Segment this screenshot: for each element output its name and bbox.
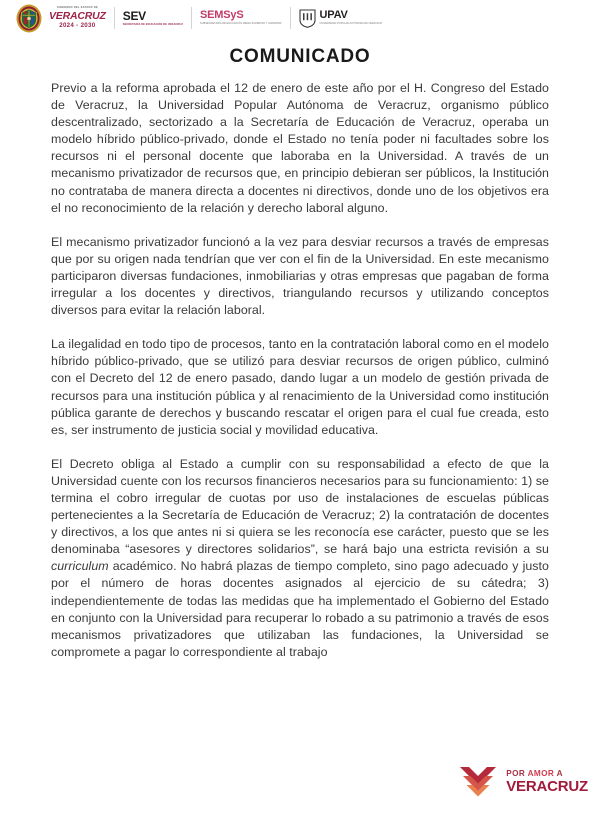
footer-tagline-emphasis: AMOR [527,768,555,778]
header-logo-group [16,3,382,33]
sev-subline: SECRETARÍA DE EDUCACIÓN DE VERACRUZ [122,22,184,26]
footer-tagline-line [506,770,588,778]
logo-divider [290,7,291,29]
paragraph-3: La ilegalidad en todo tipo de procesos, tanto en la contratación laboral como en el modelo híbrido público-privado, que se utilizó para desviar recursos de origen público, culminó con el Decreto del 12 de enero pasado, dando lugar a un modelo de gestión privada de recursos para una institución pública y al renacimiento de la Universidad como institución pública garante de derechos y buscando rescatar el origen para el cual fue creada, esto es, ser instrumento de justicia social y movilidad educativa. [51,337,549,437]
veracruz-wordmark-text: VERACRUZ [49,10,106,23]
footer-tagline-suffix: A [554,768,563,778]
document-body [51,80,549,661]
upav-subline: UNIVERSIDAD POPULAR AUTÓNOMA DE VERACRUZ [319,22,382,26]
paragraph-4-italic-term: curriculum [51,559,109,574]
footer-tagline-prefix: POR [506,768,528,778]
upav-shield-icon [299,9,316,28]
page-title: COMUNICADO [229,46,371,67]
semsys-logo [200,10,282,26]
veracruz-superline: GOBIERNO DEL ESTADO DE [56,6,98,10]
sev-logo [123,10,183,27]
paragraph-4 [51,456,549,661]
paragraph-1: Previo a la reforma aprobada el 12 de enero de este año por el H. Congreso del Estado de Veracruz, la Universidad Popular Autónoma de Veracruz, organismo público descentralizado, sectorizado a la Secretaría de Educación de Veracruz, operaba un modelo híbrido público-privado, donde el Estado no tenía poder ni facultades sobre los recursos ni el personal docente que laboraba en la Universidad. A través de un mecanismo privatizador de recursos que, en principio debieran ser públicos, la Institución no contrataba de manera directa a docentes ni directivos, donde uno de los objetivos era el no reconocimiento de la relación y derecho laboral alguno. [51,81,549,215]
logo-divider [191,7,192,29]
footer-tagline [506,770,588,795]
veracruz-coat-of-arms-icon [16,4,42,33]
semsys-subline: SUBSECRETARÍA DE EDUCACIÓN MEDIA SUPERIOR Y SUPERIOR [200,22,282,26]
upav-wordmark-text: UPAV [319,9,348,22]
upav-wordmark [320,10,382,25]
logo-divider [114,7,115,29]
document-footer [457,763,588,801]
sev-wordmark-text: SEV [122,8,146,23]
upav-logo [299,9,382,28]
semsys-wordmark-text: SEMSyS [200,9,244,22]
paragraph-4-part-a: El Decreto obliga al Estado a cumplir con su responsabilidad a efecto de que la Universidad cuente con los recursos financieros necesarios para su funcionamiento: 1) se termina el cobro irregular de cuotas por uso de instalaciones de escuelas públicas pertenecientes a la Secretaría de Educación de Veracruz; 2) la contratación de docentes y directivos, a los que antes ni si quiera se les reconocía ese carácter, puesto que se les denominaba “asesores y directores solidarios”, se hará bajo una estricta revisión a su [51,456,549,557]
veracruz-wordmark [49,7,106,29]
por-amor-a-veracruz-heart-icon [457,763,499,801]
document-header [0,0,600,36]
veracruz-years: 2024 - 2030 [59,21,96,29]
footer-brand-text: VERACRUZ [506,778,588,796]
paragraph-4-part-b: académico. No habrá plazas de tiempo completo, sino pago adecuado y justo por el número de horas docentes asignados al ejercicio de su cátedra; 3) independientemente de todas las medidas que ha implementado el Gobierno del Estado en conjunto con la Universidad para recuperar lo robado a su patrimonio a través de esos mecanismos privatizadores que utilizaban las fundaciones, la Universidad se compromete a pagar lo correspondiente al trabajo [51,559,549,659]
paragraph-2: El mecanismo privatizador funcionó a la vez para desviar recursos a través de empresas que por su origen nada tendrían que ver con el fin de la Universidad. En este mecanismo participaron diversas fundaciones, inmobiliarias y otras empresas que pagaban de forma irregular a los docentes y directivos, triangulando recursos y utilizando conceptos diversos para evitar la relación laboral. [51,234,549,318]
